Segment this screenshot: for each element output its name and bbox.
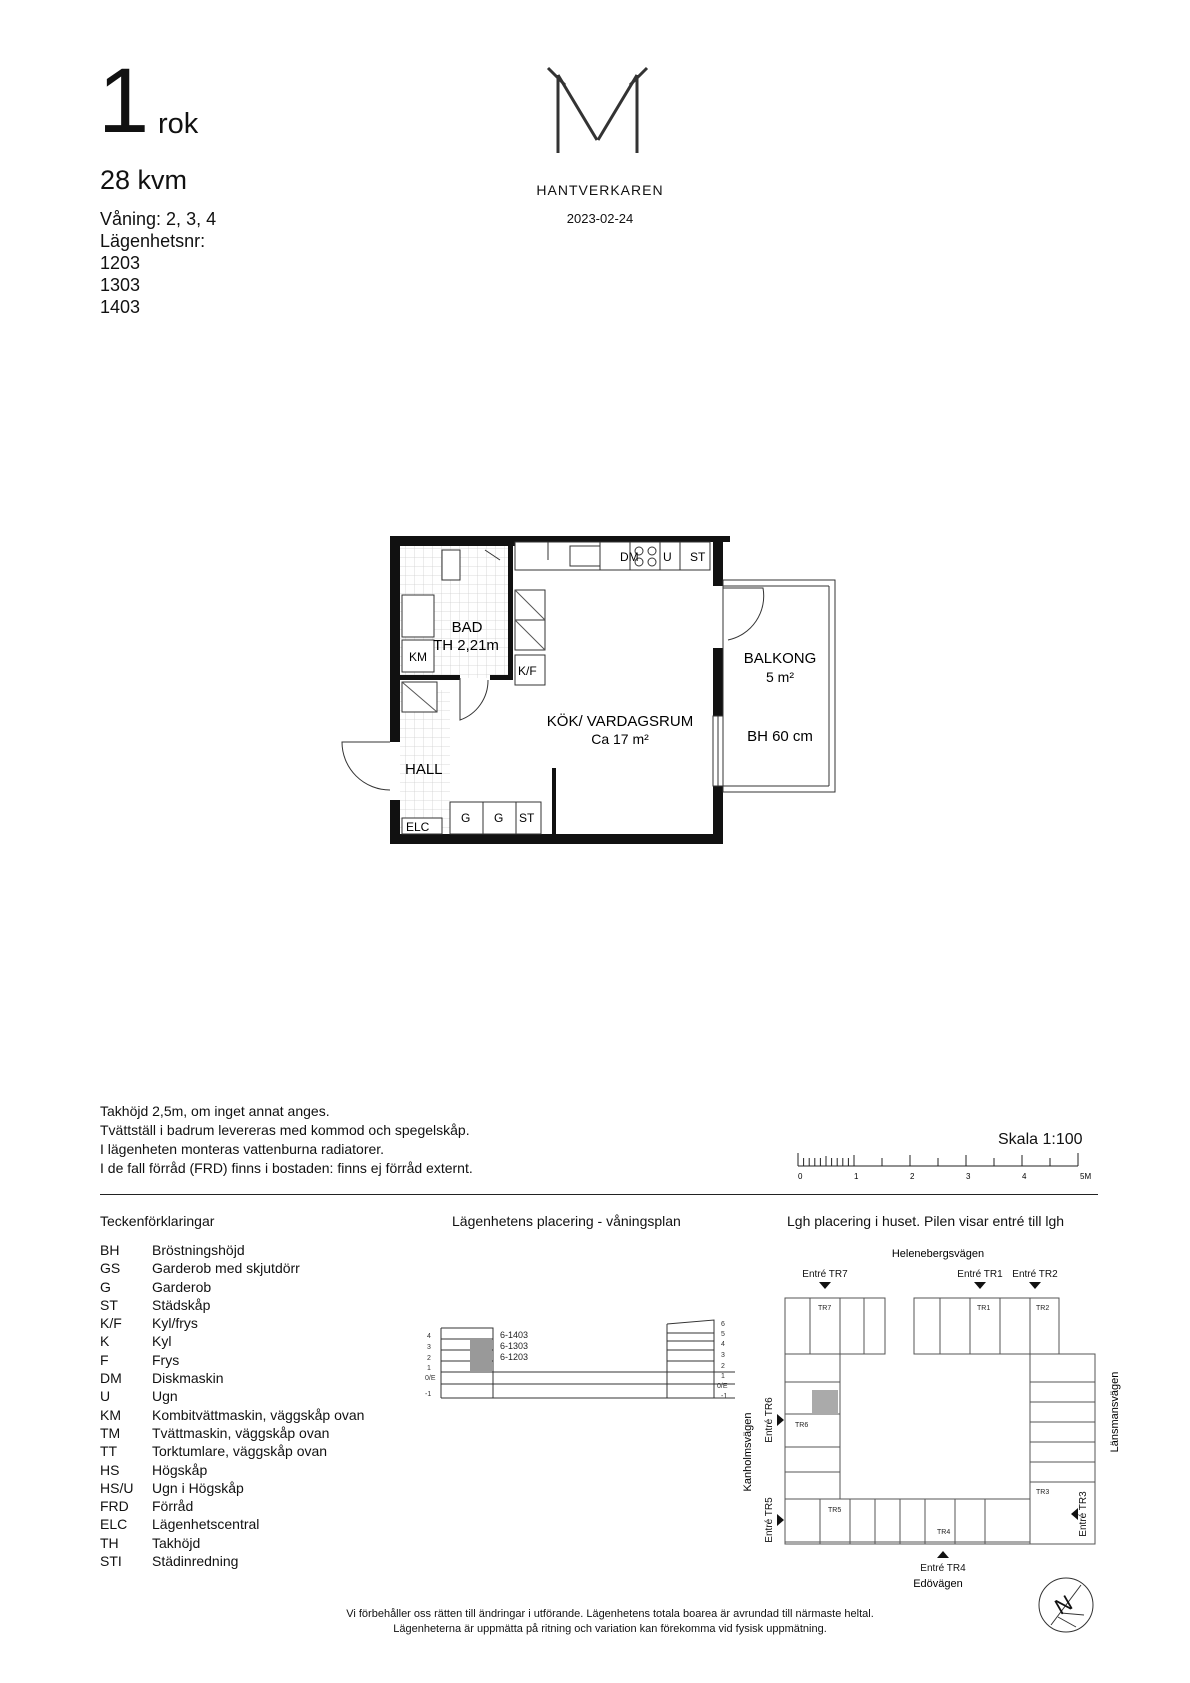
level-label: 0/E [717, 1383, 728, 1390]
legend-text: Tvättmaskin, väggskåp ovan [152, 1424, 330, 1441]
dishwasher-label: DM [620, 550, 639, 564]
building-section [425, 1318, 745, 1414]
level-label: -1 [425, 1391, 432, 1398]
legend-text: Kyl/frys [152, 1315, 198, 1332]
legend-text: Kombitvättmaskin, väggskåp ovan [152, 1406, 365, 1423]
legend-item [100, 1296, 364, 1314]
entry-label: Entré TR7 [802, 1269, 848, 1280]
apartment-number-label: Lägenhetsnr: [100, 231, 206, 251]
legend-text: Diskmaskin [152, 1370, 224, 1387]
scale-label: Skala 1:100 [998, 1131, 1083, 1148]
street-name: Edövägen [913, 1578, 963, 1590]
legend-text: Frys [152, 1351, 180, 1368]
legend-item [100, 1515, 364, 1533]
stair-label: TR4 [937, 1529, 951, 1536]
scale-tick: 3 [966, 1172, 971, 1181]
footer [300, 1607, 920, 1637]
legend-title: Teckenförklaringar [100, 1213, 215, 1229]
kitchen-living-label: KÖK/ VARDAGSRUM [546, 713, 694, 730]
legend-text: Städskåp [152, 1296, 211, 1313]
level-label: 2 [427, 1355, 431, 1362]
note: I lägenheten monteras vattenburna radiatorer. [100, 1141, 385, 1157]
legend-item [100, 1534, 364, 1552]
level-label: 2 [721, 1363, 725, 1370]
legend-code: GS [100, 1260, 121, 1277]
legend-code: TH [100, 1534, 119, 1551]
note: Tvättställ i badrum levereras med kommod och spegelskåp. [100, 1122, 470, 1138]
legend-text: Garderob [152, 1278, 212, 1295]
legend-item [100, 1461, 364, 1479]
entry-label: Entré TR2 [1012, 1269, 1058, 1280]
legend [100, 1241, 364, 1570]
apartment-position-label: 6-1403 [500, 1330, 529, 1340]
brand-logo-icon [545, 65, 650, 157]
entry-label: Entré TR4 [920, 1563, 966, 1574]
footer-text: Lägenheterna är uppmätta på ritning och variation kan förekomma vid fysisk uppmätning. [393, 1623, 827, 1635]
notes [100, 1102, 473, 1178]
combi-washer-label: KM [409, 650, 427, 664]
legend-item [100, 1387, 364, 1405]
legend-item [100, 1259, 364, 1277]
stair-label: TR3 [1036, 1489, 1050, 1496]
legend-code: STI [100, 1553, 122, 1570]
legend-text: Kyl [152, 1333, 172, 1350]
street-name: Länsmansvägen [1109, 1371, 1121, 1453]
scale-tick: 1 [854, 1172, 859, 1181]
entry-label: Entré TR5 [764, 1497, 775, 1543]
compass-label: N [1050, 1589, 1077, 1620]
level-label: 0/E [425, 1375, 436, 1382]
level-label: -1 [721, 1393, 728, 1400]
legend-item [100, 1278, 364, 1296]
scale-bar [790, 1150, 1100, 1182]
apartment-position-label: 6-1303 [500, 1341, 529, 1351]
footer-text: Vi förbehåller oss rätten till ändringar i utförande. Lägenhetens totala boarea är avrundad till närmaste heltal. [346, 1608, 874, 1620]
legend-code: HS/U [100, 1479, 134, 1496]
legend-text: Bröstningshöjd [152, 1242, 245, 1258]
legend-code: F [100, 1351, 109, 1368]
site-plan [740, 1242, 1121, 1602]
scale-tick: 4 [1022, 1172, 1027, 1181]
stair-label: TR5 [828, 1507, 842, 1514]
balcony-label: BALKONG [743, 650, 817, 667]
legend-code: BH [100, 1242, 120, 1258]
divider [100, 1194, 1098, 1195]
legend-code: ELC [100, 1516, 128, 1533]
legend-text: Högskåp [152, 1461, 208, 1478]
bathroom-ceiling-height: TH 2,21m [433, 637, 499, 654]
legend-item [100, 1241, 364, 1259]
note: Takhöjd 2,5m, om inget annat anges. [100, 1103, 330, 1119]
apartment-position-label: 6-1203 [500, 1352, 529, 1362]
legend-code: K/F [100, 1315, 122, 1332]
apartment-number: 1403 [100, 297, 141, 317]
legend-code: ST [100, 1296, 118, 1313]
level-label: 1 [427, 1365, 431, 1372]
level-label: 3 [721, 1352, 725, 1359]
scale-tick: 2 [910, 1172, 915, 1181]
legend-text: Takhöjd [152, 1534, 201, 1551]
legend-item [100, 1552, 364, 1570]
level-label: 3 [427, 1344, 431, 1351]
rooms-unit: rok [158, 108, 199, 140]
legend-text: Ugn i Högskåp [152, 1479, 244, 1496]
street-name: Helenebergsvägen [891, 1248, 985, 1260]
floor-plan [360, 530, 900, 860]
kitchen-living-area: Ca 17 m² [591, 731, 649, 747]
legend-text: Torktumlare, väggskåp ovan [152, 1443, 328, 1460]
legend-code: TM [100, 1424, 121, 1441]
legend-text: Ugn [152, 1388, 178, 1405]
level-label: 1 [721, 1373, 725, 1380]
oven-label: U [663, 550, 672, 564]
legend-item [100, 1442, 364, 1460]
hall-label: HALL [405, 761, 443, 778]
bathroom-label: BAD [451, 619, 483, 636]
scale-tick: 0 [798, 1172, 803, 1181]
legend-code: DM [100, 1370, 122, 1387]
street-name: Kanholmsvägen [742, 1412, 754, 1492]
legend-item [100, 1351, 364, 1369]
rooms-number: 1 [98, 50, 150, 152]
level-label: 6 [721, 1321, 725, 1328]
level-label: 5 [721, 1331, 725, 1338]
note: I de fall förråd (FRD) finns i bostaden: finns ej förråd externt. [100, 1160, 473, 1176]
legend-code: FRD [100, 1498, 129, 1515]
legend-code: TT [100, 1443, 118, 1460]
electrical-central-label: ELC [406, 820, 430, 834]
legend-item [100, 1406, 364, 1424]
legend-code: U [100, 1388, 111, 1405]
apartment-area: 28 kvm [100, 165, 188, 195]
entry-label: Entré TR6 [764, 1397, 775, 1443]
entry-label: Entré TR1 [957, 1269, 1003, 1280]
legend-code: K [100, 1333, 110, 1350]
legend-item [100, 1479, 364, 1497]
legend-item [100, 1424, 364, 1442]
stair-label: TR2 [1036, 1305, 1050, 1312]
legend-item [100, 1314, 364, 1332]
stair-label: TR1 [977, 1305, 991, 1312]
floor-section-title: Lägenhetens placering - våningsplan [452, 1213, 681, 1229]
document-date: 2023-02-24 [566, 211, 634, 226]
legend-text: Lägenhetscentral [152, 1516, 260, 1533]
site-plan-title: Lgh placering i huset. Pilen visar entré till lgh [787, 1213, 1065, 1229]
legend-item [100, 1369, 364, 1387]
wardrobe-label: G [461, 811, 471, 825]
legend-text: Förråd [152, 1498, 194, 1515]
apartment-number: 1203 [100, 253, 141, 273]
scale-tick: 5M [1080, 1172, 1092, 1181]
apartment-number: 1303 [100, 275, 141, 295]
legend-text: Städinredning [152, 1553, 239, 1570]
cleaning-cabinet-label: ST [690, 550, 706, 564]
fridge-freezer-label: K/F [518, 664, 537, 678]
level-label: 4 [427, 1333, 431, 1340]
legend-code: G [100, 1278, 111, 1295]
legend-code: HS [100, 1461, 120, 1478]
floors: Våning: 2, 3, 4 [100, 209, 217, 229]
sill-height: BH 60 cm [747, 728, 813, 745]
stair-label: TR7 [818, 1305, 832, 1312]
balcony-area: 5 m² [766, 669, 794, 685]
legend-text: Garderob med skjutdörr [152, 1260, 300, 1277]
legend-item [100, 1497, 364, 1515]
level-label: 4 [721, 1341, 725, 1348]
legend-item [100, 1332, 364, 1350]
stair-label: TR6 [795, 1422, 809, 1429]
cleaning-cabinet-label: ST [519, 811, 535, 825]
brand-name: HANTVERKAREN [536, 182, 664, 198]
wardrobe-label: G [494, 811, 504, 825]
legend-code: KM [100, 1406, 121, 1423]
entry-label: Entré TR3 [1078, 1491, 1089, 1537]
compass-icon [1036, 1575, 1096, 1635]
